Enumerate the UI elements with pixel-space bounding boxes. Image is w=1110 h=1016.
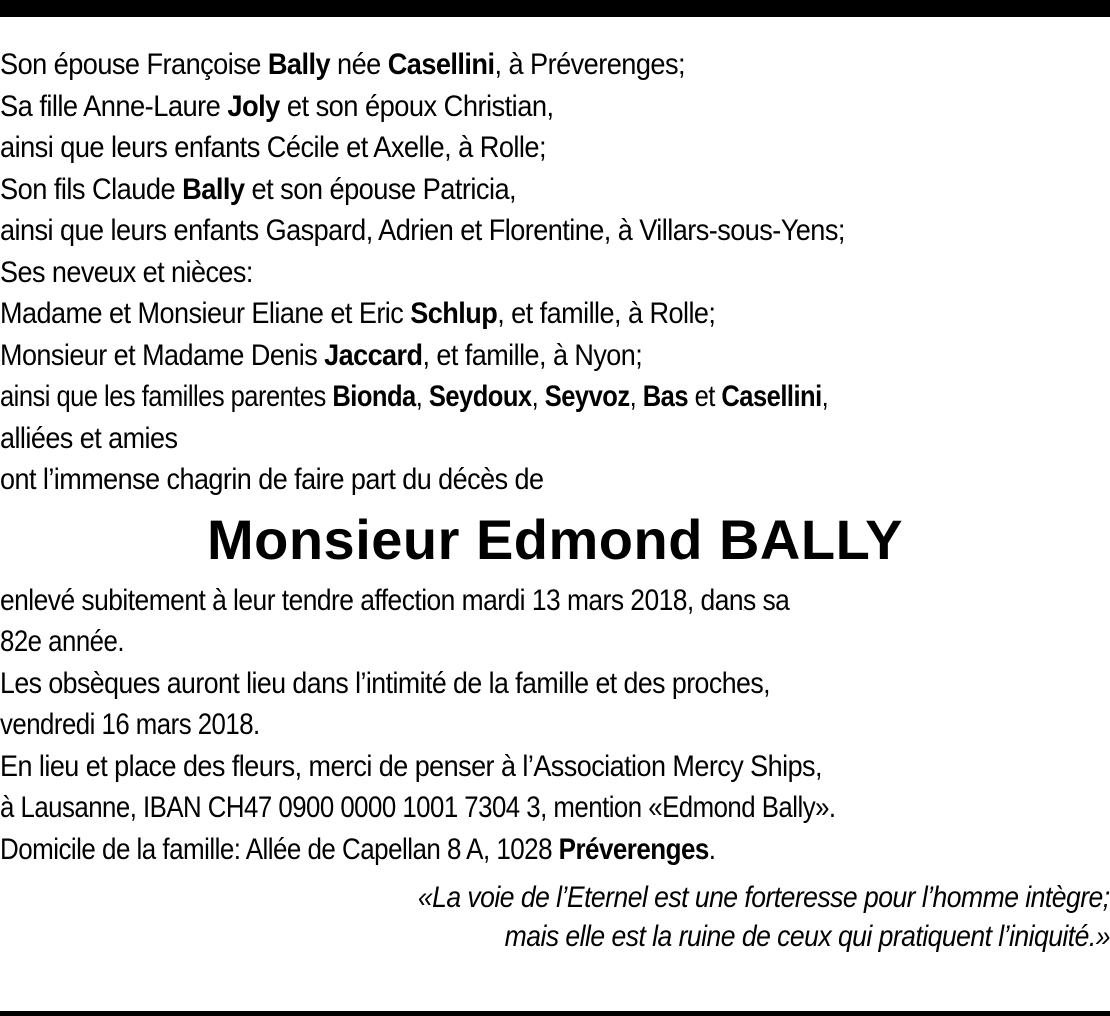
- bold-name: Bas: [642, 380, 688, 413]
- details-section: [0, 580, 1110, 871]
- family-line: alliées et amies: [0, 421, 178, 455]
- bold-name: Bally: [182, 172, 245, 206]
- family-line: ainsi que les familles parentes Bionda, Seydoux, Seyvoz, Bas et Casellini,: [0, 380, 829, 413]
- deceased-name: Monsieur Edmond BALLY: [206, 507, 903, 571]
- family-line: ainsi que leurs enfants Gaspard, Adrien et Florentine, à Villars-sous-Yens;: [0, 214, 845, 247]
- detail-line: En lieu et place des fleurs, merci de penser à l’Association Mercy Ships,: [0, 749, 822, 783]
- family-section: [0, 44, 1110, 501]
- bold-name: Casellini: [387, 48, 495, 81]
- quote-line: mais elle est la ruine de ceux qui pratiquent l’iniquité.»: [504, 920, 1110, 953]
- family-line: Monsieur et Madame Denis Jaccard, et famille, à Nyon;: [0, 338, 643, 372]
- detail-line: Domicile de la famille: Allée de Capellan 8 A, 1028 Préverenges.: [0, 832, 716, 866]
- family-line: Sa fille Anne-Laure Joly et son époux Christian,: [0, 89, 554, 123]
- bold-name: Joly: [227, 89, 280, 123]
- bold-name: Casellini: [721, 380, 822, 413]
- obituary-notice: [0, 44, 1110, 956]
- detail-line: enlevé subitement à leur tendre affection mardi 13 mars 2018, dans sa: [0, 583, 790, 617]
- top-rule: [0, 0, 1110, 17]
- family-line: Son épouse Françoise Bally née Casellini, à Préverenges;: [0, 48, 686, 81]
- bottom-rule: [0, 1011, 1110, 1016]
- bold-name: Préverenges: [558, 832, 709, 866]
- bible-quote: [0, 878, 1110, 956]
- bold-name: Seyvoz: [544, 380, 630, 413]
- bold-name: Jaccard: [324, 338, 423, 372]
- bold-name: Bally: [267, 48, 331, 81]
- quote-line: «La voie de l’Eternel est une forteresse pour l’homme intègre;: [418, 881, 1110, 914]
- detail-line: Les obsèques auront lieu dans l’intimité de la famille et des proches,: [0, 666, 771, 700]
- family-line: Ses neveux et nièces:: [0, 255, 253, 289]
- family-line: Madame et Monsieur Eliane et Eric Schlup, et famille, à Rolle;: [0, 297, 716, 330]
- bold-name: Bionda: [332, 380, 416, 413]
- family-line: ainsi que leurs enfants Cécile et Axelle, à Rolle;: [0, 131, 547, 164]
- family-line: ont l’immense chagrin de faire part du décès de: [0, 463, 544, 496]
- family-line: Son fils Claude Bally et son épouse Patricia,: [0, 172, 517, 206]
- detail-line: 82e année.: [0, 625, 124, 658]
- bold-name: Seydoux: [428, 380, 532, 413]
- bold-name: Schlup: [410, 297, 498, 330]
- detail-line: vendredi 16 mars 2018.: [0, 708, 260, 741]
- detail-line: à Lausanne, IBAN CH47 0900 0000 1001 7304 3, mention «Edmond Bally».: [0, 791, 836, 824]
